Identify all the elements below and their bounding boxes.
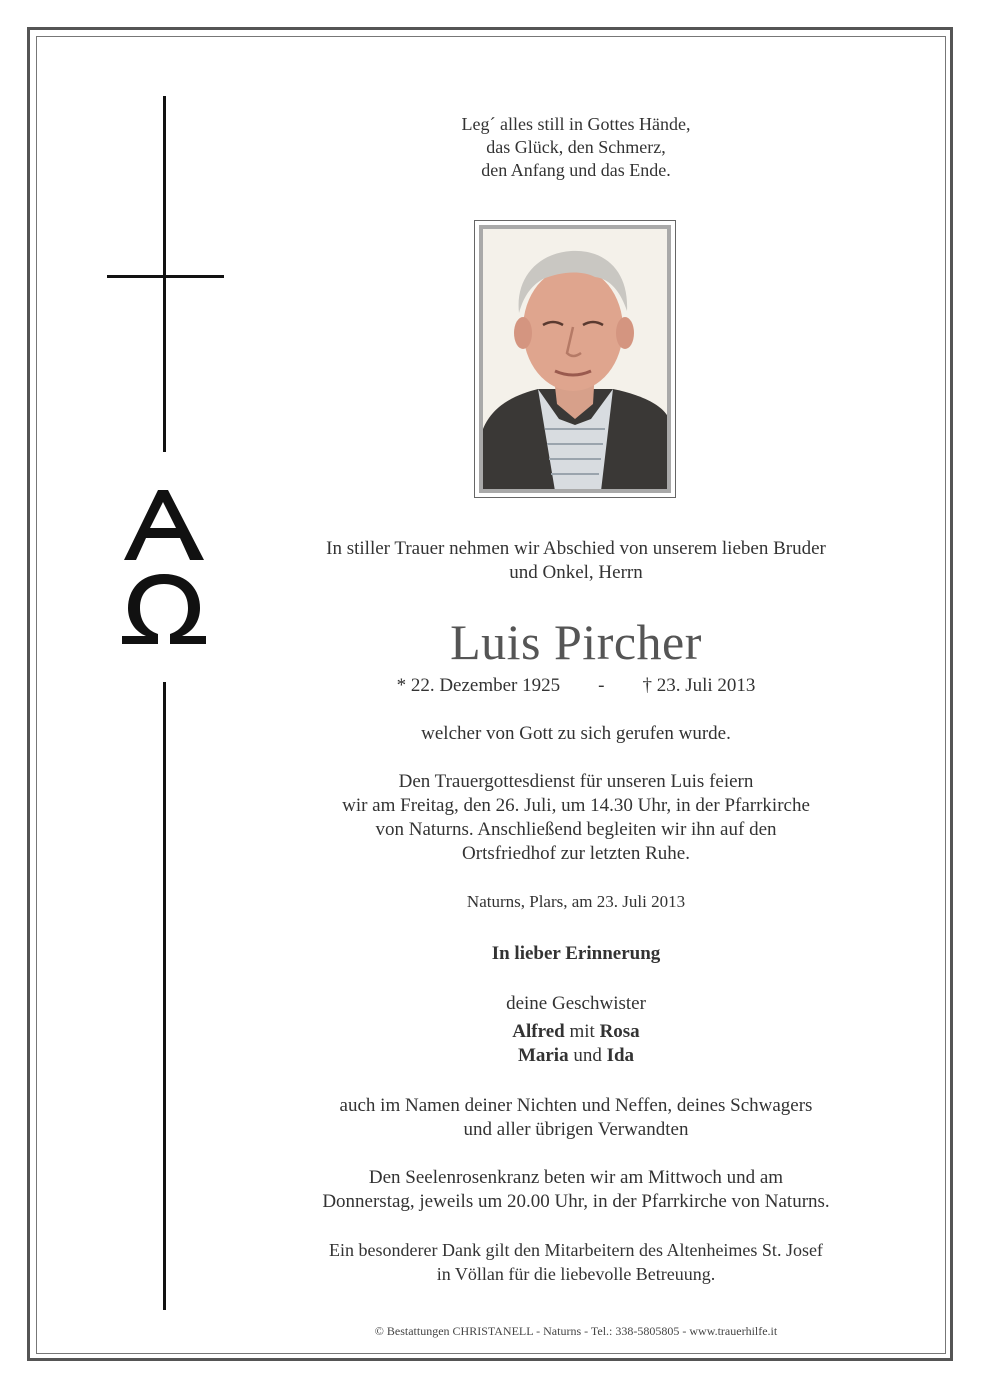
poem [250,113,902,182]
place-date: Naturns, Plars, am 23. Juli 2013 [466,892,686,911]
sibling-alfred: Alfred [512,1021,565,1042]
service-line-4: Ortsfriedhof zur letzten Ruhe. [462,843,690,864]
death-date: † 23. Juli 2013 [642,675,756,696]
alpha-omega-icon [118,488,210,648]
intro-line-1: In stiller Trauer nehmen wir Abschied von unserem lieben Bruder [326,538,826,559]
life-dates [250,674,902,698]
siblings-pair-1: Alfred mit Rosa [512,1021,640,1042]
poem-line-1: Leg´ alles still in Gottes Hände, [461,114,691,134]
portrait-photo [483,229,667,489]
service-line-3: von Naturns. Anschließend begleiten wir ihn auf den [375,819,777,840]
poem-line-2: das Glück, den Schmerz, [486,137,666,157]
date-separator: - [598,675,605,696]
portrait-frame [474,220,676,498]
intro-line-2: und Onkel, Herrn [509,562,643,583]
funeral-service-text [250,770,902,866]
sibling-maria: Maria [517,1045,569,1066]
thanks-text: Ein besonderer Dank gilt den Mitarbeitern des Altenheimes St. Josef in Völlan für die liebevolle Betreuung. [329,1240,823,1284]
relatives-text: auch im Namen deiner Nichten und Neffen, deines Schwagers und aller übrigen Verwandten [339,1095,813,1140]
poem-line-3: den Anfang und das Ende. [481,160,671,180]
called-text: welcher von Gott zu sich gerufen wurde. [421,723,731,744]
cross-vertical-bar [163,96,166,452]
cross-horizontal-bar [107,275,224,278]
service-line-1: Den Trauergottesdienst für unseren Luis feiern [398,771,754,792]
rosary-text: Den Seelenrosenkranz beten wir am Mittwoch und am Donnerstag, jeweils um 20.00 Uhr, in der Pfarrkirche von Naturns. [322,1167,830,1212]
footer-credit: © Bestattungen CHRISTANELL - Naturns - Tel.: 338-5805805 - www.trauerhilfe.it [374,1324,778,1338]
siblings-pair-2: Maria und Ida [517,1045,635,1066]
portrait-illustration [483,229,667,489]
lower-vertical-line [163,682,166,1310]
siblings-heading: deine Geschwister [506,993,646,1014]
remembrance-heading: In lieber Erinnerung [491,943,661,964]
deceased-name: Luis Pircher [450,614,702,670]
sibling-rosa: Rosa [599,1021,640,1042]
service-line-2: wir am Freitag, den 26. Juli, um 14.30 Uhr, in der Pfarrkirche [342,795,810,816]
sibling-ida: Ida [606,1045,635,1066]
intro-text [250,537,902,585]
birth-date: * 22. Dezember 1925 [396,675,561,696]
